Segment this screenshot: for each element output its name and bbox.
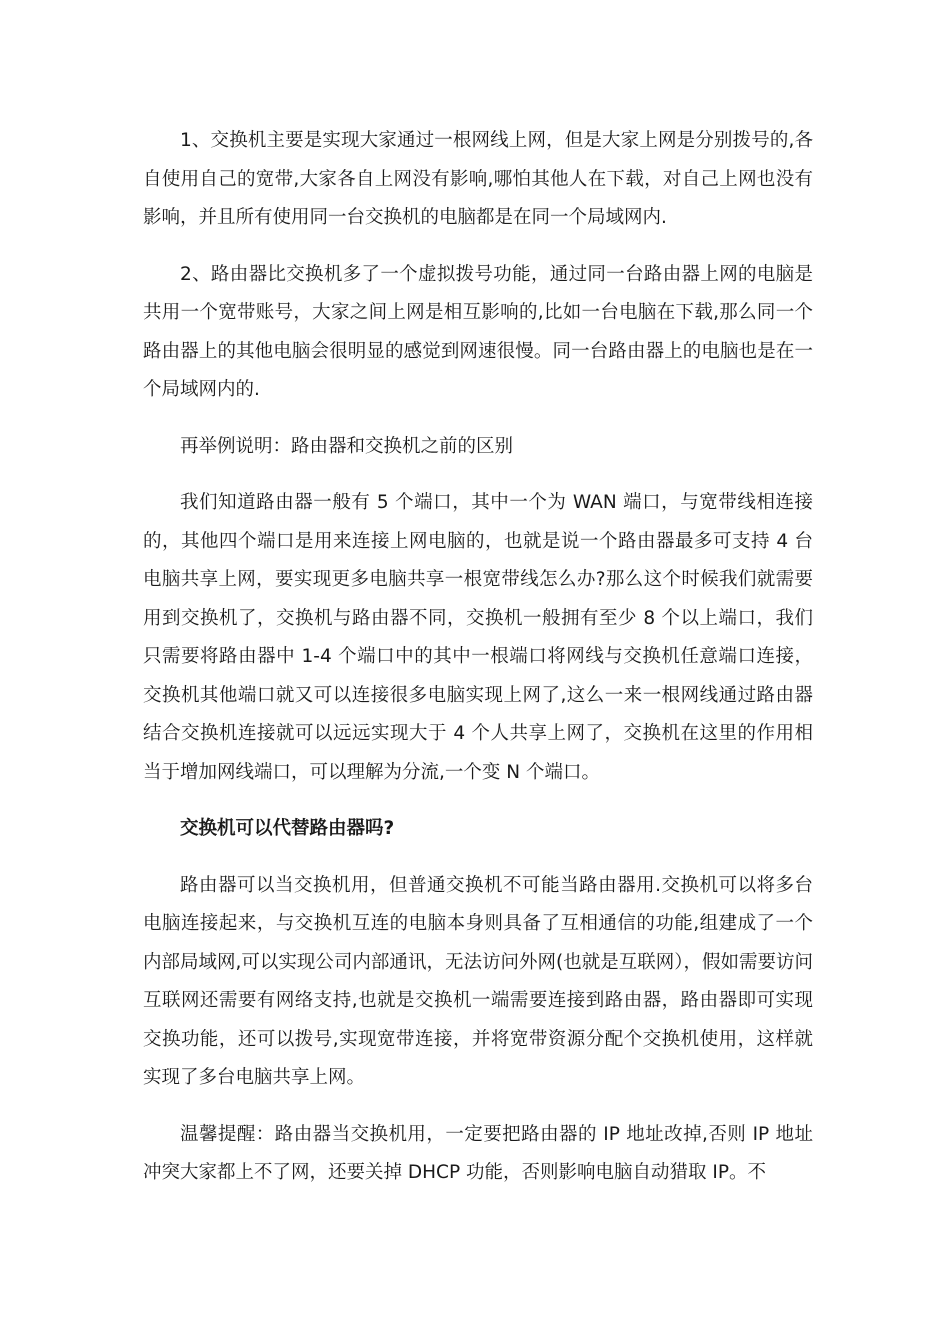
paragraph-router-description: 2、路由器比交换机多了一个虚拟拨号功能，通过同一台路由器上网的电脑是共用一个宽带账号，大家之间上网是相互影响的,比如一台电脑在下载,那么同一个路由器上的其他电脑会很明显的感觉到网速很慢。同一台路由器上的电脑也是在一个局域网内的. [143, 263, 813, 400]
paragraph-reminder: 温馨提醒：路由器当交换机用，一定要把路由器的 IP 地址改掉,否则 IP 地址冲突大家都上不了网，还要关掉 DHCP 功能，否则影响电脑自动猎取 IP。不 [143, 1123, 813, 1183]
paragraph-example-intro: 再举例说明：路由器和交换机之前的区别 [180, 435, 514, 457]
document-page [143, 122, 813, 1211]
paragraph-switch-description: 1、交换机主要是实现大家通过一根网线上网，但是大家上网是分别拨号的,各自使用自己的宽带,大家各自上网没有影响,哪怕其他人在下载，对自己上网也没有影响，并且所有使用同一台交换机的电脑都是在同一个局域网内. [143, 130, 813, 228]
paragraph-router-as-switch: 路由器可以当交换机用，但普通交换机不可能当路由器用.交换机可以将多台电脑连接起来，与交换机互连的电脑本身则具备了互相通信的功能,组建成了一个内部局域网,可以实现公司内部通讯，无法访问外网(也就是互联网），假如需要访问互联网还需要有网络支持,也就是交换机一端需要连接到路由器，路由器即可实现交换功能，还可以拨号,实现宽带连接，并将宽带资源分配个交换机使用，这样就实现了多台电脑共享上网。 [143, 874, 813, 1088]
paragraph-port-explanation: 我们知道路由器一般有 5 个端口，其中一个为 WAN 端口，与宽带线相连接的，其他四个端口是用来连接上网电脑的，也就是说一个路由器最多可支持 4 台电脑共享上网，要实现更多电脑共享一根宽带线怎么办?那么这个时候我们就需要用到交换机了，交换机与路由器不同，交换机一般拥有至少 8 个以上端口，我们只需要将路由器中 1-4 个端口中的其中一根端口将网线与交换机任意端口连接，交换机其他端口就又可以连接很多电脑实现上网了,这么一来一根网线通过路由器结合交换机连接就可以远远实现大于 4 个人共享上网了，交换机在这里的作用相当于增加网线端口，可以理解为分流,一个变 N 个端口。 [143, 492, 813, 783]
section-heading: 交换机可以代替路由器吗? [180, 818, 395, 839]
